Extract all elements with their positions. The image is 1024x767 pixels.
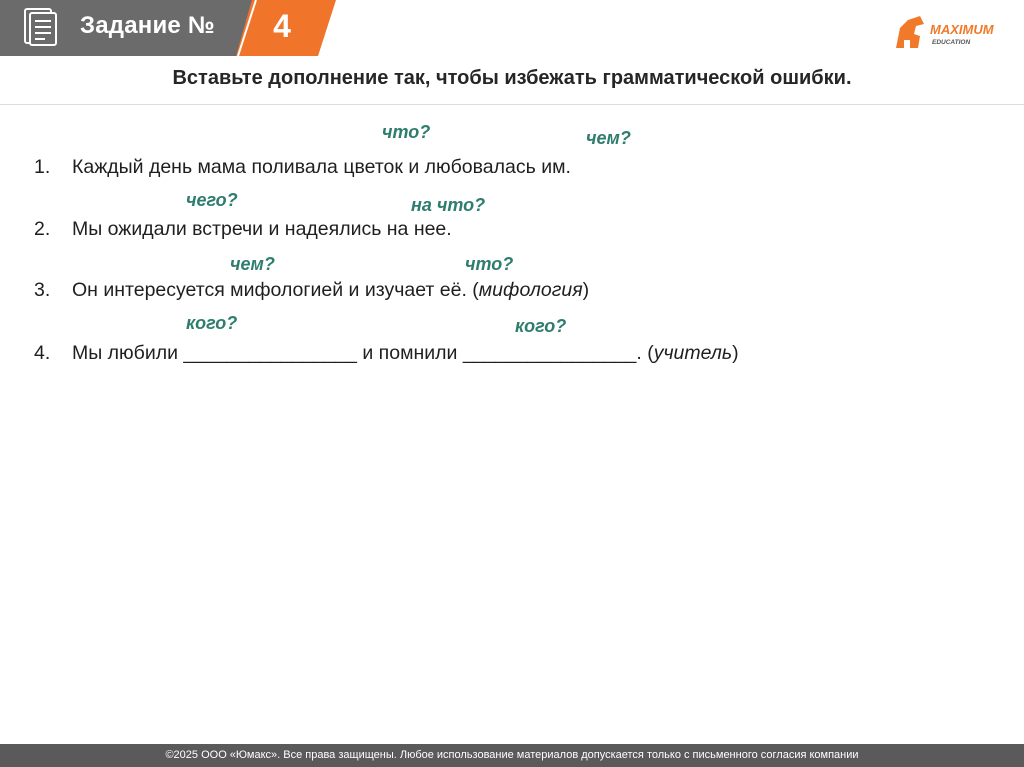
- item-text: Мы любили ________________ и помнили ________________. (: [72, 342, 654, 364]
- exercise-content: [0, 104, 1024, 744]
- question-hint: что?: [465, 254, 514, 274]
- slide-header: [0, 0, 1024, 105]
- logo-main-text: MAXIMUM: [930, 22, 994, 37]
- document-icon: [22, 7, 60, 47]
- question-hint: чем?: [586, 128, 631, 148]
- question-hint: чем?: [230, 254, 275, 274]
- item-text: Каждый день мама поливала цветок и любовалась им.: [72, 156, 571, 178]
- task-title: Задание №: [80, 12, 215, 39]
- task-number: 4: [273, 8, 291, 44]
- item-tail: ): [732, 342, 739, 364]
- item-text: Он интересуется мифологией и изучает её. (: [72, 279, 479, 301]
- item-number: 1.: [34, 156, 51, 178]
- question-hint: чего?: [186, 190, 238, 210]
- item-hint-word: учитель: [653, 342, 733, 364]
- item-number: 2.: [34, 218, 51, 240]
- question-hint: кого?: [186, 313, 238, 333]
- question-hint: кого?: [515, 316, 567, 336]
- exercise-item: [34, 156, 571, 179]
- instruction-text: Вставьте дополнение так, чтобы избежать грамматической ошибки.: [172, 67, 852, 89]
- copyright-footer: ©2025 ООО «Юмакс». Все права защищены. Любое использование материалов допускается только с письменного согласия компании: [0, 744, 1024, 767]
- maximum-education-logo: [894, 14, 1012, 50]
- item-number: 4.: [34, 342, 51, 364]
- logo-sub-text: EDUCATION: [932, 39, 971, 46]
- question-hint: что?: [382, 122, 431, 142]
- item-text: Мы ожидали встречи и надеялись на нее.: [72, 218, 452, 240]
- question-hint: на что?: [411, 195, 486, 215]
- exercise-item: [34, 218, 452, 241]
- exercise-item: [34, 279, 589, 302]
- exercise-item: [34, 342, 739, 365]
- item-tail: ): [582, 279, 590, 301]
- item-number: 3.: [34, 279, 51, 301]
- item-hint-word: мифология: [478, 279, 583, 301]
